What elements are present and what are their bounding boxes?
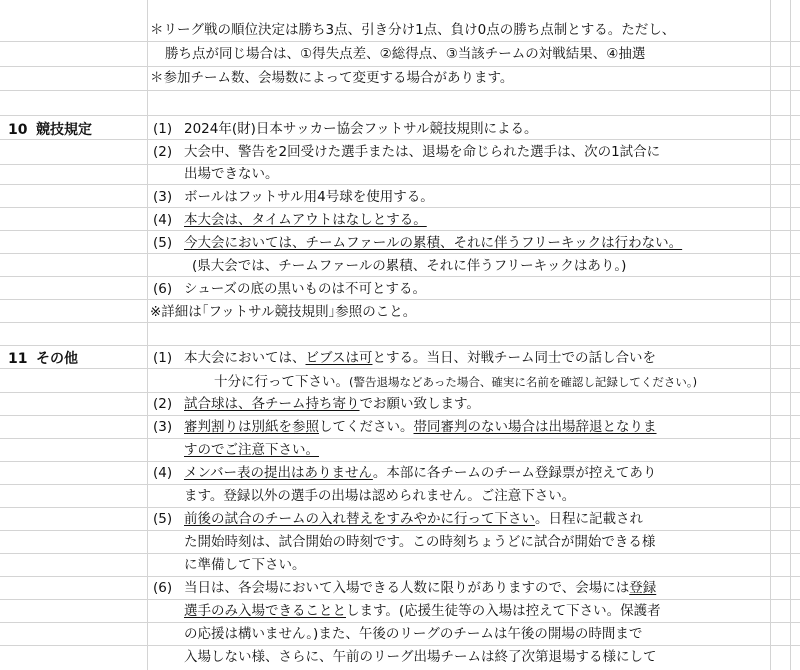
note-tiebreak: 勝ち点が同じ場合は、①得失点差、②総得点、③当該チームの対戦結果、④抽選 [165, 46, 646, 62]
rule-number: (5) [153, 511, 173, 527]
rule-text: メンバー表の提出はありません。本部に各チームのチーム登録票が控えてあり [184, 465, 657, 481]
rule-text: の応援は構いません。)また、午後のリーグのチームは午後の開場の時間まで [184, 626, 643, 642]
section-11-title: その他 [36, 351, 78, 367]
rule-number: (2) [153, 144, 173, 160]
rule-number: (5) [153, 235, 173, 251]
rule-note: ※詳細は｢フットサル競技規則｣参照のこと。 [150, 304, 417, 320]
rule-text: 2024年(財)日本サッカー協会フットサル競技規則による。 [184, 121, 538, 137]
rule-text: た開始時刻は、試合開始の時刻です。この時刻ちょうどに試合が開始できる様 [184, 534, 656, 550]
rule-number: (4) [153, 212, 173, 228]
rule-text: 本大会においては、ビブスは可とする。当日、対戦チーム同士での話し合いを [184, 350, 656, 366]
rule-text: ます。登録以外の選手の出場は認められません。ご注意下さい。 [184, 488, 576, 504]
rule-number: (4) [153, 465, 173, 481]
rule-text: 試合球は、各チーム持ち寄りでお願い致します。 [184, 396, 480, 412]
rule-text: 前後の試合のチームの入れ替えをすみやかに行って下さい。日程に記載され [184, 511, 643, 527]
rule-text: 十分に行って下さい。(警告退場などあった場合、確実に名前を確認し記録してください。) [214, 374, 698, 390]
rule-text-underlined: すのでご注意下さい。 [184, 442, 319, 458]
rule-text: 入場しない様、さらに、午前のリーグ出場チームは終了次第退場する様にして [184, 649, 657, 665]
note-league-ranking: ＊リーグ戦の順位決定は勝ち3点、引き分け1点、負け0点の勝ち点制とする。ただし、 [150, 22, 676, 38]
rule-text: 当日は、各会場において入場できる人数に限りがありますので、会場には登録 [184, 580, 657, 596]
rule-text: (県大会では、チームファールの累積、それに伴うフリーキックはあり。) [192, 258, 627, 274]
rule-number: (1) [153, 121, 173, 137]
rule-number: (3) [153, 189, 173, 205]
rule-text: ボールはフットサル用4号球を使用する。 [184, 189, 434, 205]
note-change: ＊参加チーム数、会場数によって変更する場合があります。 [150, 70, 514, 86]
section-10-title: 競技規定 [36, 122, 92, 138]
rule-text: 選手のみ入場できることとします。(応援生徒等の入場は控えて下さい。保護者 [184, 603, 661, 619]
rule-text-underlined: 本大会は、タイムアウトはなしとする。 [184, 212, 427, 228]
rule-text-underlined: 今大会においては、チームファールの累積、それに伴うフリーキックは行わない。 [184, 235, 683, 251]
rule-number: (6) [153, 281, 173, 297]
rule-text: 審判割りは別紙を参照してください。帯同審判のない場合は出場辞退となりま [184, 419, 657, 435]
rule-number: (6) [153, 580, 173, 596]
rule-text: に準備して下さい。 [184, 557, 306, 573]
section-10-number: 10 [8, 122, 28, 138]
rule-text: 大会中、警告を2回受けた選手または、退場を命じられた選手は、次の1試合に [184, 144, 661, 160]
rule-text: 出場できない。 [184, 166, 279, 182]
rule-number: (2) [153, 396, 173, 412]
rule-number: (3) [153, 419, 173, 435]
section-11-number: 11 [8, 351, 28, 367]
rule-number: (1) [153, 350, 173, 366]
rule-text: シューズの底の黒いものは不可とする。 [184, 281, 427, 297]
